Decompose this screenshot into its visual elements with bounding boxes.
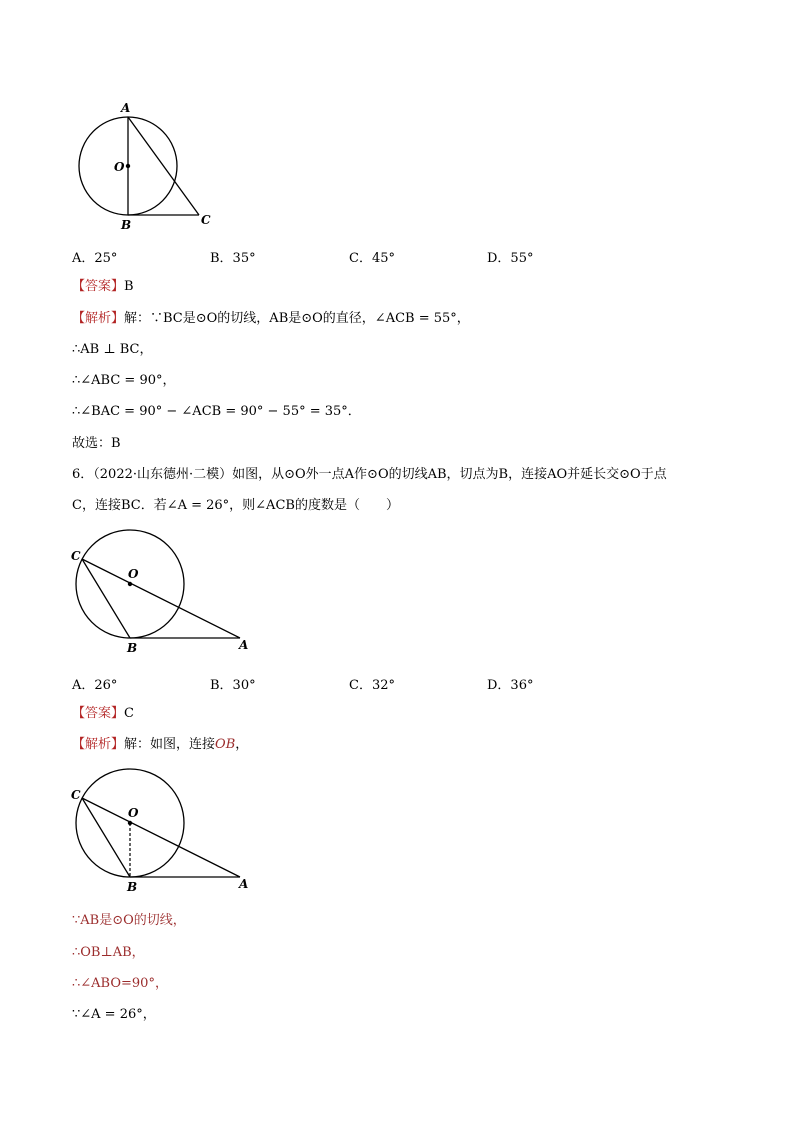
analysis-comma: ， (235, 737, 249, 752)
q6-option-a: A．26° (72, 678, 118, 693)
analysis-text: 解：如图，连接 (124, 737, 216, 752)
q6-step2: ∴OB⊥AB， (72, 945, 145, 960)
q5-answer (72, 278, 134, 296)
analysis-text: 解：∵BC是⊙O的切线，AB是⊙O的直径，∠ACB = 55°， (124, 311, 470, 326)
q6-analysis-intro (72, 736, 248, 754)
label-o: O (114, 160, 125, 174)
q5-option-d: D．55° (487, 251, 534, 266)
center-point (126, 164, 130, 168)
q6-option-d: D．36° (487, 678, 534, 693)
q6-step3: ∴∠ABO=90°， (72, 976, 168, 991)
analysis-ob: OB (215, 737, 236, 752)
q6-step4: ∵∠A = 26°， (72, 1007, 156, 1022)
q5-analysis-line2: ∴AB ⊥ BC， (72, 342, 153, 357)
label-b: B (127, 880, 138, 894)
q5-option-c: C．45° (349, 251, 395, 266)
q5-analysis-line3: ∴∠ABC = 90°， (72, 373, 176, 388)
label-b: B (127, 641, 138, 655)
figure-circle-tangent-3 (68, 764, 258, 894)
q6-answer (72, 705, 134, 723)
label-a: A (121, 101, 131, 115)
q5-analysis-line1 (72, 310, 470, 328)
label-c: C (71, 549, 81, 563)
answer-value: C (124, 706, 134, 721)
q6-option-b: B．30° (210, 678, 256, 693)
answer-tag: 【答案】 (72, 279, 125, 294)
label-b: B (121, 218, 132, 232)
analysis-tag: 【解析】 (72, 737, 125, 752)
label-a: A (239, 638, 249, 652)
figure-circle-tangent-2 (68, 528, 258, 658)
q5-analysis-line4: ∴∠BAC = 90° − ∠ACB = 90° − 55° = 35°． (72, 404, 361, 419)
label-o: O (128, 567, 139, 581)
figure-circle-tangent-1 (70, 96, 220, 236)
center-point (128, 582, 132, 586)
answer-tag: 【答案】 (72, 706, 125, 721)
q6-step1: ∵AB是⊙O的切线， (72, 913, 186, 928)
q6-stem-line1: 6．（2022·山东德州·二模）如图，从⊙O外一点A作⊙O的切线AB，切点为B，连接AO并延长交⊙O于点 (72, 467, 667, 482)
label-a: A (239, 877, 249, 891)
analysis-tag: 【解析】 (72, 311, 125, 326)
q5-option-b: B．35° (210, 251, 256, 266)
q5-option-a: A．25° (72, 251, 118, 266)
label-c: C (71, 788, 81, 802)
label-o: O (128, 806, 139, 820)
answer-value: B (124, 279, 134, 294)
center-point (128, 821, 132, 825)
label-c: C (201, 213, 211, 227)
q6-option-c: C．32° (349, 678, 395, 693)
q6-stem-line2: C，连接BC．若∠A = 26°，则∠ACB的度数是（ ） (72, 498, 399, 513)
q5-conclusion: 故选：B (72, 436, 121, 451)
